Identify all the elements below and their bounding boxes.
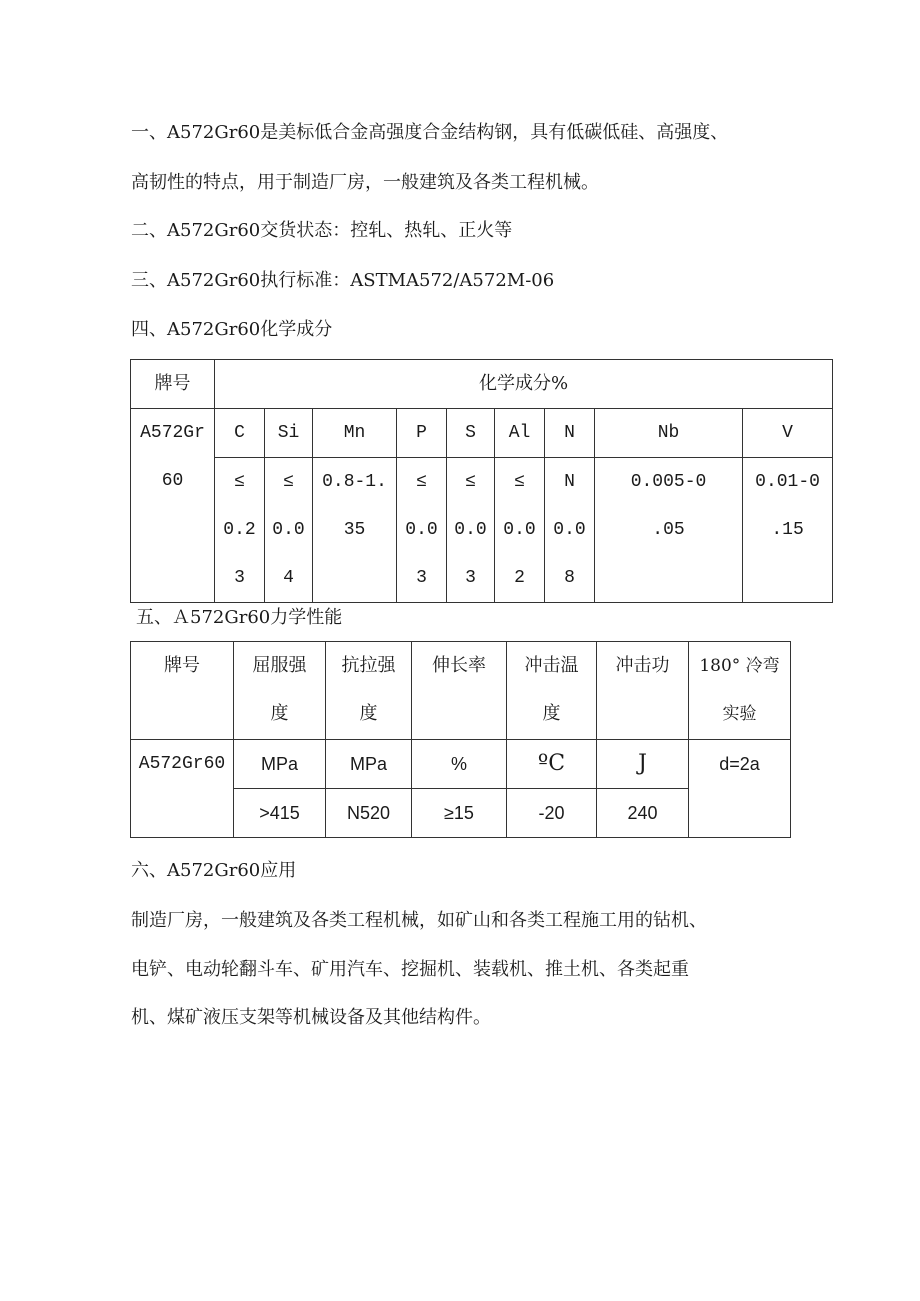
value-c: ≤ 0.2 3 — [215, 458, 265, 603]
cold-bend-value: d=2a — [689, 740, 791, 838]
header-cold-bend: 180° 冷弯 实验 — [689, 642, 791, 740]
application-line-3: 机、煤矿液压支架等机械设备及其他结构件。 — [131, 1007, 491, 1028]
element-n: N — [545, 409, 595, 458]
application-line-2: 电铲、电动轮翻斗车、矿用汽车、挖掘机、装载机、推土机、各类起重 — [131, 959, 689, 980]
value-s: ≤ 0.0 3 — [447, 458, 495, 603]
header-grade: 牌号 — [131, 642, 234, 740]
value-si: ≤ 0.0 4 — [265, 458, 313, 603]
mechanical-properties-table — [130, 641, 791, 838]
application-line-1: 制造厂房，一般建筑及各类工程机械，如矿山和各类工程施工用的钻机、 — [131, 910, 707, 931]
element-v: V — [743, 409, 833, 458]
grade-cell — [131, 409, 215, 603]
value-tensile: N520 — [326, 789, 412, 838]
element-s: S — [447, 409, 495, 458]
mech-section-title: 五、Ａ572Gr60力学性能 — [136, 607, 343, 628]
element-nb: Nb — [595, 409, 743, 458]
application-title: 六、A572Gr60应用 — [131, 860, 297, 881]
element-si: Si — [265, 409, 313, 458]
value-al: ≤ 0.0 2 — [495, 458, 545, 603]
chemical-composition-table — [130, 359, 833, 603]
header-elongation: 伸长率 — [412, 642, 507, 740]
grade-header: 牌号 — [131, 360, 215, 409]
value-yield: >415 — [234, 789, 326, 838]
header-yield: 屈服强 度 — [234, 642, 326, 740]
value-elongation: ≥15 — [412, 789, 507, 838]
value-impact-energy: 240 — [597, 789, 689, 838]
grade-line-1: A572Gr — [140, 423, 205, 443]
mech-grade-cell: A572Gr60 — [131, 740, 234, 838]
composition-header: 化学成分% — [215, 360, 833, 409]
unit-impact-temp: ºC — [507, 740, 597, 789]
intro-line-1: 一、A572Gr60是美标低合金高强度合金结构钢，具有低碳低硅、高强度、 — [131, 122, 729, 143]
value-impact-temp: -20 — [507, 789, 597, 838]
unit-yield: MPa — [234, 740, 326, 789]
standard-line: 三、A572Gr60执行标准：ASTMA572/A572M-06 — [131, 270, 555, 291]
element-c: C — [215, 409, 265, 458]
value-mn: 0.8-1. 35 — [313, 458, 397, 603]
value-n: N 0.0 8 — [545, 458, 595, 603]
element-al: Al — [495, 409, 545, 458]
chem-section-title: 四、A572Gr60化学成分 — [131, 319, 333, 340]
element-p: P — [397, 409, 447, 458]
header-impact-energy: 冲击功 — [597, 642, 689, 740]
value-nb: 0.005-0 .05 — [595, 458, 743, 603]
intro-line-2: 高韧性的特点，用于制造厂房，一般建筑及各类工程机械。 — [131, 172, 599, 193]
delivery-state-line: 二、A572Gr60交货状态：控轧、热轧、正火等 — [131, 220, 513, 241]
header-tensile: 抗拉强 度 — [326, 642, 412, 740]
unit-elongation: % — [412, 740, 507, 789]
grade-line-2: 60 — [161, 471, 184, 491]
value-p: ≤ 0.0 3 — [397, 458, 447, 603]
value-v: 0.01-0 .15 — [743, 458, 833, 603]
header-impact-temp: 冲击温 度 — [507, 642, 597, 740]
element-mn: Mn — [313, 409, 397, 458]
unit-tensile: MPa — [326, 740, 412, 789]
unit-impact-energy: J — [597, 740, 689, 789]
